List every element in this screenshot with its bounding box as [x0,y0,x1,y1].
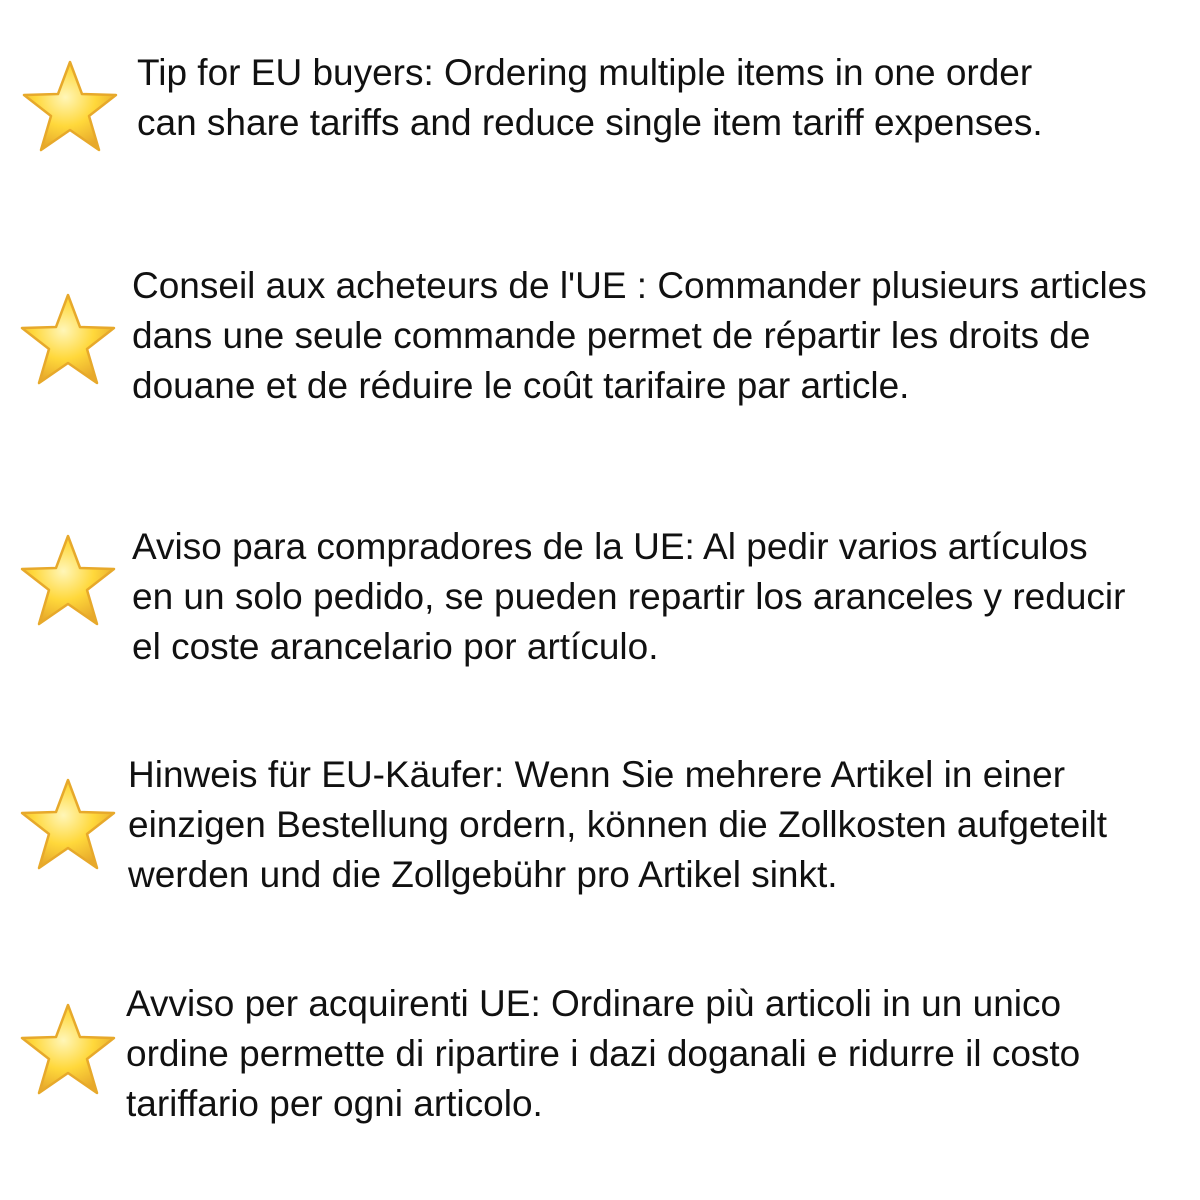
star-icon-graphic [18,291,118,387]
star-icon [18,291,118,387]
star-icon [18,1001,118,1097]
star-icon [20,58,120,154]
tip-english-text: Tip for EU buyers: Ordering multiple items in one order can share tariffs and reduce single item tariff expenses. [137,52,1043,143]
star-icon [18,532,118,628]
tip-italian-text: Avviso per acquirenti UE: Ordinare più articoli in un unico ordine permette di ripartire i dazi doganali e ridurre il costo tariffario per ogni articolo. [126,983,1081,1124]
star-icon-graphic [18,776,118,872]
tip-french-text: Conseil aux acheteurs de l'UE : Commander plusieurs articles dans une seule commande permet de répartir les droits de douane et de réduire le coût tarifaire par article. [132,265,1147,406]
star-shape [22,295,114,383]
star-shape [22,1005,114,1093]
star-icon-graphic [18,532,118,628]
star-shape [24,62,116,150]
star-shape [22,780,114,868]
tip-german-text: Hinweis für EU-Käufer: Wenn Sie mehrere Artikel in einer einzigen Bestellung ordern, können die Zollkosten aufgeteilt werden und die Zollgebühr pro Artikel sinkt. [128,754,1108,895]
star-icon [18,776,118,872]
star-icon-graphic [20,58,120,154]
star-icon-graphic [18,1001,118,1097]
tip-spanish-text: Aviso para compradores de la UE: Al pedir varios artículos en un solo pedido, se pueden repartir los aranceles y reducir el coste arancelario por artículo. [132,526,1126,667]
star-shape [22,536,114,624]
